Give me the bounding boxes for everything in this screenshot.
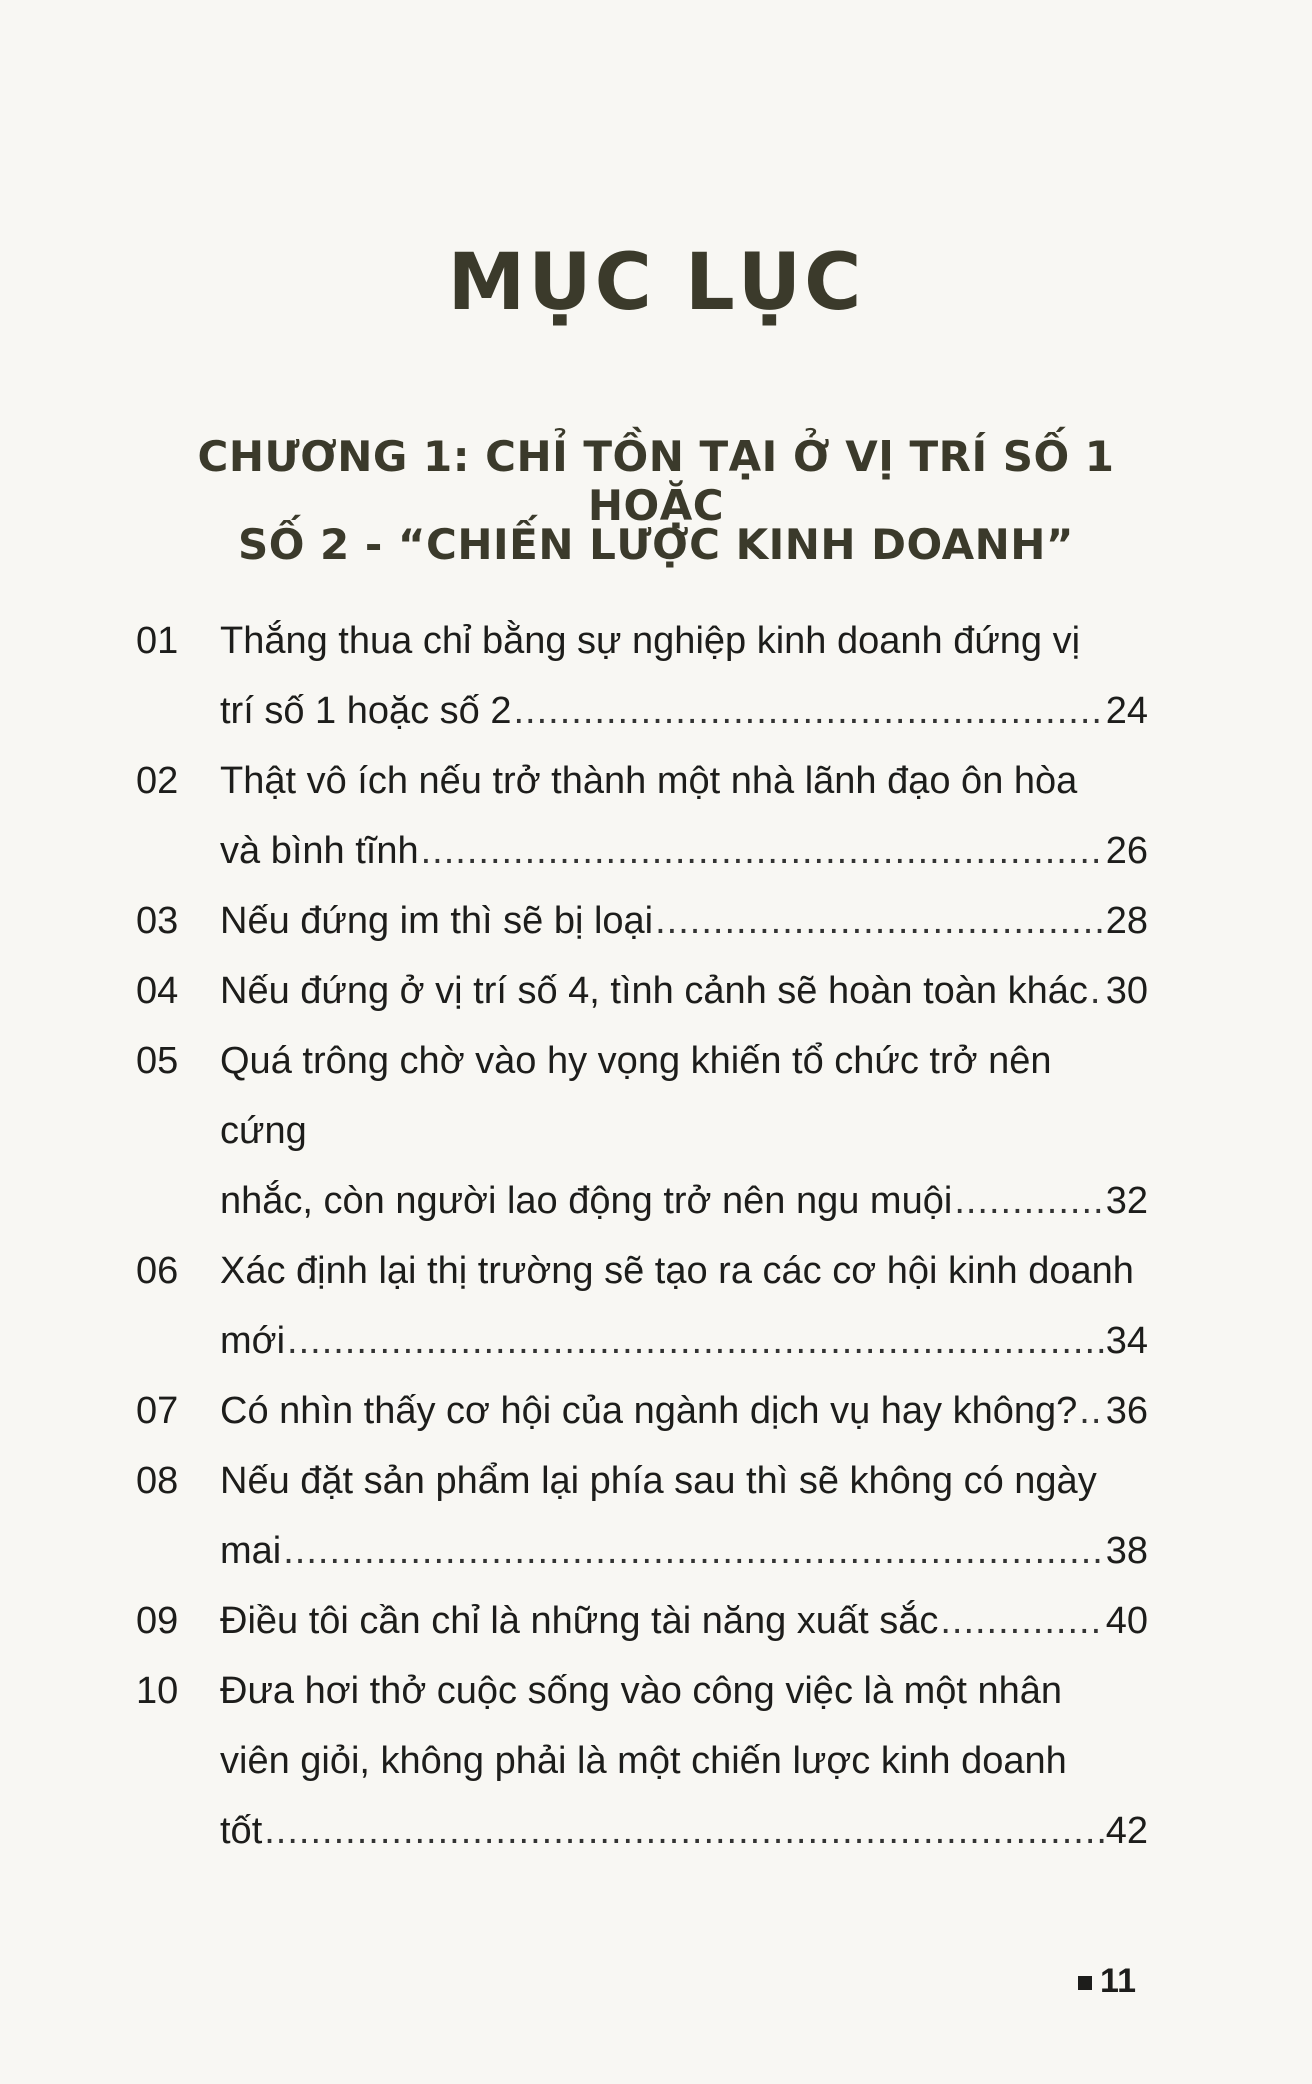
toc-entry[interactable] xyxy=(136,1656,1148,1866)
dot-leader xyxy=(954,1166,1103,1236)
page-title: MỤC LỤC xyxy=(447,238,865,328)
toc-entry-page-number: 34 xyxy=(1105,1320,1148,1362)
toc-entry-page-number: 40 xyxy=(1105,1600,1148,1642)
toc-entry-number: 03 xyxy=(136,900,179,942)
toc-entry-title-line: tốt xyxy=(220,1810,263,1852)
toc-entry-title-line: Nếu đứng ở vị trí số 4, tình cảnh sẽ hoàn toàn khác xyxy=(220,970,1088,1012)
dot-leader xyxy=(1079,1376,1103,1446)
toc-entry-number: 07 xyxy=(136,1390,179,1432)
toc-entry[interactable] xyxy=(136,746,1148,886)
toc-entry-title-line: Nếu đứng im thì sẽ bị loại xyxy=(220,900,654,942)
toc-entry-number: 08 xyxy=(136,1460,179,1502)
toc-entry-title-line: Quá trông chờ vào hy vọng khiến tổ chức trở nên cứng xyxy=(220,1040,1052,1152)
toc-entry[interactable] xyxy=(136,606,1148,746)
dot-leader xyxy=(514,676,1104,746)
toc-entry-number: 06 xyxy=(136,1250,179,1292)
dot-leader xyxy=(283,1516,1103,1586)
toc-entry-page-number: 26 xyxy=(1105,830,1148,872)
toc-entry[interactable] xyxy=(136,1236,1148,1376)
toc-entry-title-line: Nếu đặt sản phẩm lại phía sau thì sẽ không có ngày xyxy=(220,1460,1097,1502)
toc-entry-page-number: 32 xyxy=(1105,1180,1148,1222)
toc-entry[interactable] xyxy=(136,1586,1148,1656)
toc-entry-number: 04 xyxy=(136,970,179,1012)
toc-entry-number: 09 xyxy=(136,1600,179,1642)
table-of-contents xyxy=(136,606,1148,1866)
toc-entry-title-line: mai xyxy=(220,1530,282,1572)
toc-entry-title-line: Đưa hơi thở cuộc sống vào công việc là một nhân xyxy=(220,1670,1063,1712)
toc-entry-title-line: và bình tĩnh xyxy=(220,830,419,872)
toc-entry-title-line: Thật vô ích nếu trở thành một nhà lãnh đạo ôn hòa xyxy=(220,760,1078,802)
toc-entry-number: 05 xyxy=(136,1040,179,1082)
toc-entry-title-line: nhắc, còn người lao động trở nên ngu muội xyxy=(220,1180,953,1222)
dot-leader xyxy=(264,1796,1103,1866)
dot-leader xyxy=(1090,956,1104,1026)
toc-entry-number: 02 xyxy=(136,760,179,802)
toc-entry-title-line: mới xyxy=(220,1320,286,1362)
toc-entry-page-number: 30 xyxy=(1105,970,1148,1012)
dot-leader xyxy=(940,1586,1103,1656)
chapter-heading-line-1: CHƯƠNG 1: CHỈ TỒN TẠI Ở VỊ TRÍ SỐ 1 HOẶC xyxy=(197,432,1115,530)
chapter-heading-line-2: SỐ 2 - “CHIẾN LƯỢC KINH DOANH” xyxy=(237,520,1075,569)
page-number xyxy=(1078,1962,1136,2001)
toc-entry-title-line: trí số 1 hoặc số 2 xyxy=(220,690,512,732)
toc-entry-number: 10 xyxy=(136,1670,179,1712)
toc-entry[interactable] xyxy=(136,1376,1148,1446)
dot-leader xyxy=(287,1306,1104,1376)
toc-entry-page-number: 38 xyxy=(1105,1530,1148,1572)
toc-entry[interactable] xyxy=(136,1446,1148,1586)
toc-entry-page-number: 24 xyxy=(1105,690,1148,732)
toc-entry[interactable] xyxy=(136,886,1148,956)
dot-leader xyxy=(421,816,1104,886)
toc-entry[interactable] xyxy=(136,956,1148,1026)
toc-entry-number: 01 xyxy=(136,620,179,662)
toc-entry-title-line: Thắng thua chỉ bằng sự nghiệp kinh doanh đứng vị xyxy=(220,620,1081,662)
toc-entry-title-line: Xác định lại thị trường sẽ tạo ra các cơ hội kinh doanh xyxy=(220,1250,1134,1292)
toc-entry-page-number: 28 xyxy=(1105,900,1148,942)
toc-entry-title-line: Có nhìn thấy cơ hội của ngành dịch vụ hay không? xyxy=(220,1390,1078,1432)
toc-entry-title-line: viên giỏi, không phải là một chiến lược kinh doanh xyxy=(220,1740,1067,1782)
toc-entry-page-number: 36 xyxy=(1105,1390,1148,1432)
toc-entry-title-line: Điều tôi cần chỉ là những tài năng xuất sắc xyxy=(220,1600,939,1642)
square-bullet-icon xyxy=(1078,1976,1092,1990)
toc-entry-page-number: 42 xyxy=(1105,1810,1148,1852)
page-number-value: 11 xyxy=(1100,1962,1136,2000)
dot-leader xyxy=(655,886,1104,956)
toc-entry[interactable] xyxy=(136,1026,1148,1236)
